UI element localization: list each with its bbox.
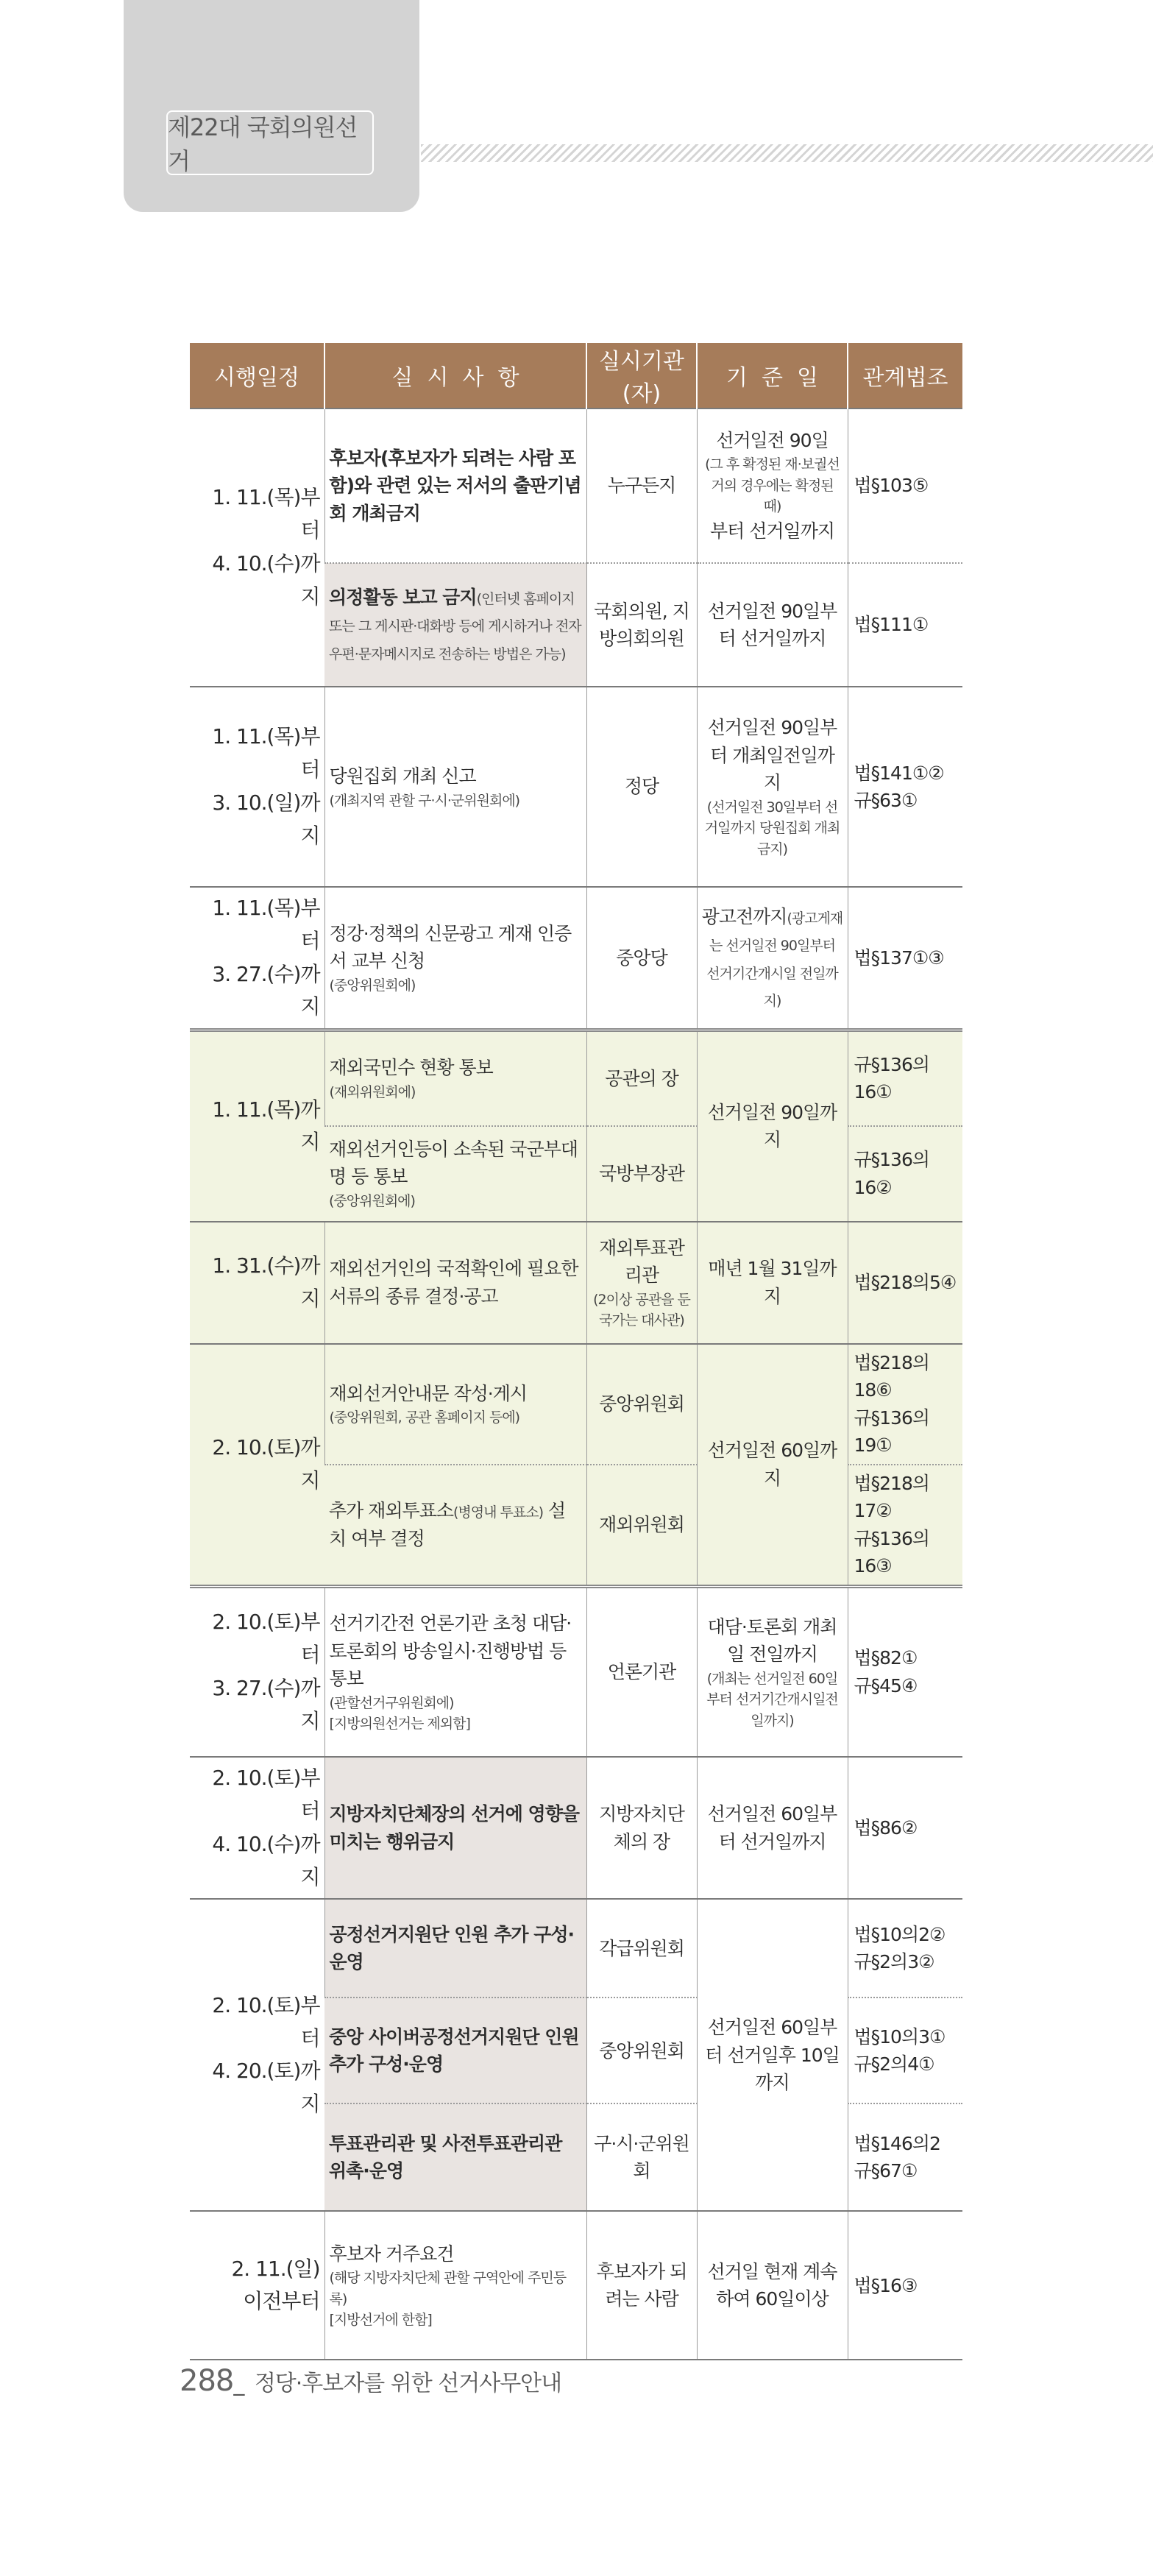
agency-cell: 정당 <box>586 687 697 887</box>
table-row <box>190 1344 962 1465</box>
item-cell: 지방자치단체장의 선거에 영향을 미치는 행위금지 <box>324 1757 586 1899</box>
item-cell: 선거기간전 언론기관 초청 대담·토론회의 방송일시·진행방법 등 통보 (관할선거구위원회에) [지방의원선거는 제외함] <box>324 1586 586 1757</box>
schedule-cell: 2. 10.(토)부터 3. 27.(수)까지 <box>190 1586 324 1757</box>
basis-cell: 선거일전 60일까지 <box>697 1344 848 1587</box>
law-cell: 법§111① <box>848 563 962 687</box>
schedule-cell: 2. 10.(토)부터 4. 20.(토)까지 <box>190 1899 324 2211</box>
table-row <box>190 408 962 563</box>
basis-cell: 대담·토론회 개최일 전일까지 (개최는 선거일전 60일부터 선거기간개시일전일까지) <box>697 1586 848 1757</box>
header-item: 실 시 사 항 <box>324 343 586 408</box>
basis-cell: 선거일전 90일부터 개최일전일까지 (선거일전 30일부터 선거일까지 당원집회 개최금지) <box>697 687 848 887</box>
agency-cell: 중앙위원회 <box>586 1998 697 2103</box>
schedule-cell: 1. 31.(수)까지 <box>190 1222 324 1344</box>
item-cell: 중앙 사이버공정선거지원단 인원 추가 구성·운영 <box>324 1998 586 2103</box>
law-cell: 법§218의5④ <box>848 1222 962 1344</box>
schedule-cell: 1. 11.(목)부터 3. 10.(일)까지 <box>190 687 324 887</box>
table-row <box>190 2211 962 2360</box>
law-cell: 법§218의17② 규§136의16③ <box>848 1465 962 1587</box>
item-cell: 투표관리관 및 사전투표관리관 위촉·운영 <box>324 2103 586 2211</box>
basis-cell: 선거일전 90일까지 <box>697 1030 848 1222</box>
footer-separator: _ <box>233 2371 244 2396</box>
item-cell: 정강·정책의 신문광고 게재 인증서 교부 신청 (중앙위원회에) <box>324 887 586 1030</box>
agency-cell: 국회의원, 지방의회의원 <box>586 563 697 687</box>
table-row <box>190 1899 962 1998</box>
item-cell: 재외국민수 현황 통보 (재외위원회에) <box>324 1030 586 1126</box>
chapter-label: 제22대 국회의원선거 <box>166 110 374 175</box>
page-number: 288 <box>180 2364 234 2398</box>
agency-cell: 구·시·군위원회 <box>586 2103 697 2211</box>
agency-cell: 중앙위원회 <box>586 1344 697 1465</box>
item-cell: 당원집회 개최 신고 (개최지역 관할 구·시·군위원회에) <box>324 687 586 887</box>
law-cell: 법§103⑤ <box>848 408 962 563</box>
item-cell: 추가 재외투표소(병영내 투표소) 설치 여부 결정 <box>324 1465 586 1587</box>
law-cell: 법§141①② 규§63① <box>848 687 962 887</box>
table-row <box>190 1586 962 1757</box>
header-basis: 기 준 일 <box>697 343 848 408</box>
item-cell: 후보자 거주요건 (해당 지방자치단체 관할 구역안에 주민등록) [지방선거에 한함] <box>324 2211 586 2360</box>
schedule-cell: 2. 10.(토)까지 <box>190 1344 324 1587</box>
agency-cell: 후보자가 되려는 사람 <box>586 2211 697 2360</box>
basis-cell: 광고전까지(광고게재는 선거일전 90일부터 선거기간개시일 전일까지) <box>697 887 848 1030</box>
law-cell: 법§10의2② 규§2의3② <box>848 1899 962 1998</box>
item-cell: 의정활동 보고 금지(인터넷 홈페이지 또는 그 게시판·대화방 등에 게시하거나 전자우편·문자메시지로 전송하는 방법은 가능) <box>324 563 586 687</box>
schedule-cell: 1. 11.(목)부터 4. 10.(수)까지 <box>190 408 324 687</box>
table-header-row <box>190 343 962 408</box>
agency-cell: 중앙당 <box>586 887 697 1030</box>
basis-cell: 선거일 현재 계속하여 60일이상 <box>697 2211 848 2360</box>
table-row <box>190 1030 962 1126</box>
table-row <box>190 887 962 1030</box>
chapter-tab <box>124 0 419 212</box>
header-agency: 실시기관(자) <box>586 343 697 408</box>
header-law: 관계법조 <box>848 343 962 408</box>
basis-cell: 선거일전 60일부터 선거일까지 <box>697 1757 848 1899</box>
law-cell: 법§86② <box>848 1757 962 1899</box>
basis-cell: 선거일전 60일부터 선거일후 10일까지 <box>697 1899 848 2211</box>
agency-cell: 재외투표관리관 (2이상 공관을 둔 국가는 대사관) <box>586 1222 697 1344</box>
header-hatch-bar <box>421 144 1153 162</box>
basis-cell: 선거일전 90일 (그 후 확정된 재·보궐선거의 경우에는 확정된 때) 부터 선거일까지 <box>697 408 848 563</box>
agency-cell: 공관의 장 <box>586 1030 697 1126</box>
item-cell: 후보자(후보자가 되려는 사람 포함)와 관련 있는 저서의 출판기념회 개최금지 <box>324 408 586 563</box>
item-cell: 재외선거안내문 작성·게시 (중앙위원회, 공관 홈페이지 등에) <box>324 1344 586 1465</box>
basis-cell: 매년 1월 31일까지 <box>697 1222 848 1344</box>
schedule-cell: 2. 11.(일) 이전부터 <box>190 2211 324 2360</box>
law-cell: 법§10의3① 규§2의4① <box>848 1998 962 2103</box>
agency-cell: 각급위원회 <box>586 1899 697 1998</box>
header-schedule: 시행일정 <box>190 343 324 408</box>
table-row <box>190 1222 962 1344</box>
agency-cell: 언론기관 <box>586 1586 697 1757</box>
law-cell: 법§82① 규§45④ <box>848 1586 962 1757</box>
schedule-cell: 1. 11.(목)부터 3. 27.(수)까지 <box>190 887 324 1030</box>
table-row <box>190 1757 962 1899</box>
item-cell: 재외선거인등이 소속된 국군부대명 등 통보 (중앙위원회에) <box>324 1126 586 1222</box>
basis-cell: 선거일전 90일부터 선거일까지 <box>697 563 848 687</box>
agency-cell: 누구든지 <box>586 408 697 563</box>
item-cell: 공정선거지원단 인원 추가 구성·운영 <box>324 1899 586 1998</box>
law-cell: 규§136의16② <box>848 1126 962 1222</box>
footer-title: 정당·후보자를 위한 선거사무안내 <box>254 2371 562 2396</box>
item-cell: 재외선거인의 국적확인에 필요한 서류의 종류 결정·공고 <box>324 1222 586 1344</box>
law-cell: 법§137①③ <box>848 887 962 1030</box>
agency-cell: 국방부장관 <box>586 1126 697 1222</box>
election-schedule-table <box>190 343 962 2360</box>
law-cell: 법§218의18⑥ 규§136의19① <box>848 1344 962 1465</box>
law-cell: 규§136의16① <box>848 1030 962 1126</box>
schedule-cell: 1. 11.(목)까지 <box>190 1030 324 1222</box>
page-footer <box>180 2364 561 2398</box>
agency-cell: 지방자치단체의 장 <box>586 1757 697 1899</box>
law-cell: 법§146의2 규§67① <box>848 2103 962 2211</box>
law-cell: 법§16③ <box>848 2211 962 2360</box>
agency-cell: 재외위원회 <box>586 1465 697 1587</box>
table-row <box>190 687 962 887</box>
schedule-cell: 2. 10.(토)부터 4. 10.(수)까지 <box>190 1757 324 1899</box>
